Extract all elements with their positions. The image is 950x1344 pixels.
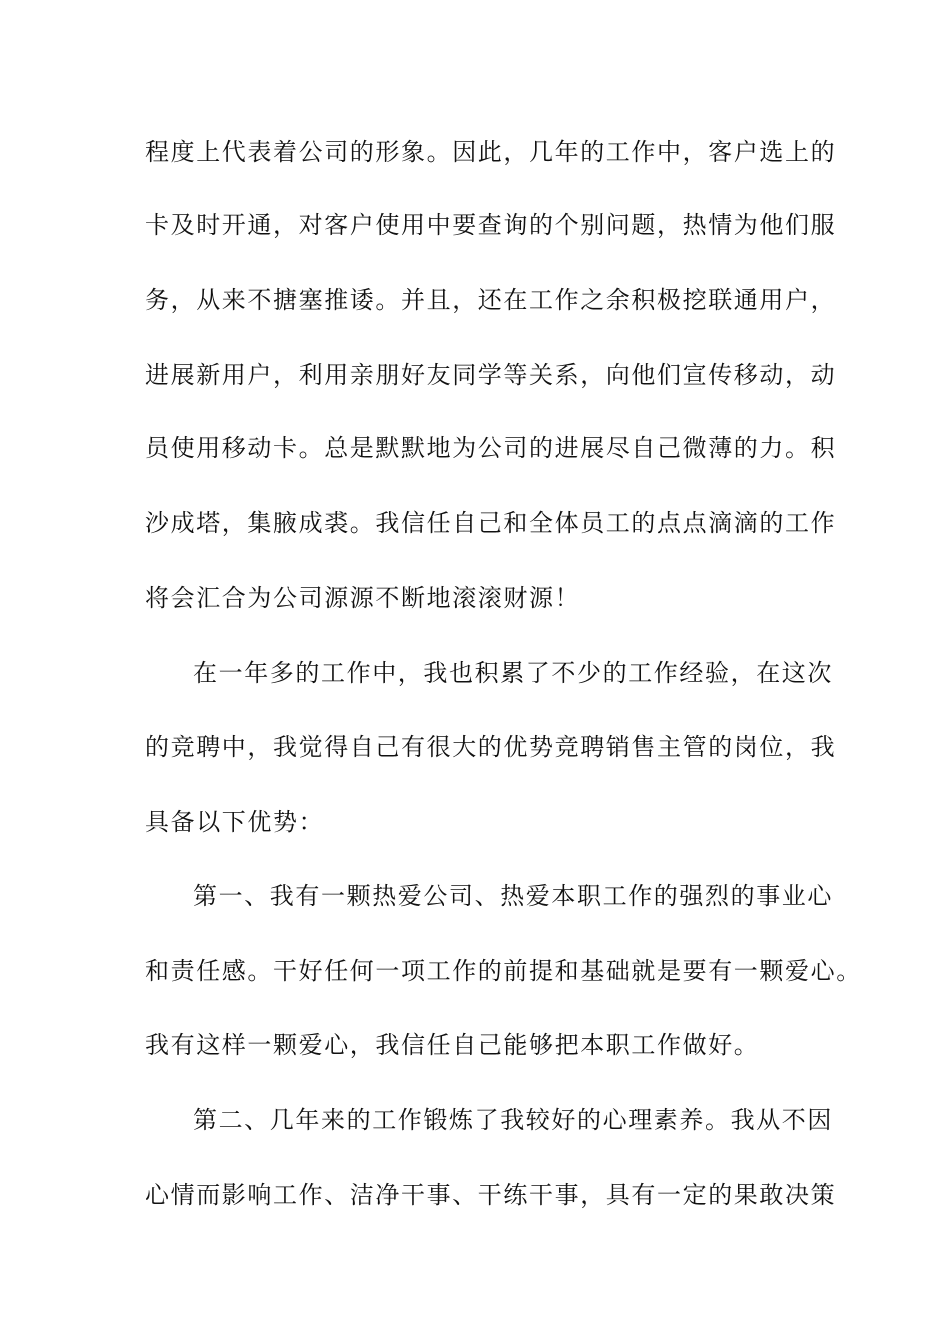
text-line: 程度上代表着公司的形象。因此，几年的工作中，客户选上的 [145, 138, 837, 166]
text-line: 沙成塔，集腋成裘。我信任自己和全体员工的点点滴滴的工作 [145, 509, 837, 537]
paragraph-first-line: 在一年多的工作中，我也积累了不少的工作经验，在这次 [193, 659, 833, 687]
text-line: 的竞聘中，我觉得自己有很大的优势竞聘销售主管的岗位，我 [145, 733, 837, 761]
text-line: 和责任感。干好任何一项工作的前提和基础就是要有一颗爱心。 [145, 957, 862, 985]
text-line: 将会汇合为公司源源不断地滚滚财源！ [145, 584, 581, 612]
text-line: 卡及时开通，对客户使用中要查询的个别问题，热情为他们服 [145, 211, 837, 239]
text-line: 心情而影响工作、洁净干事、干练干事，具有一定的果敢决策 [145, 1181, 837, 1209]
paragraph-first-line: 第二、几年来的工作锻炼了我较好的心理素养。我从不因 [193, 1106, 833, 1134]
text-line: 务，从来不搪塞推诿。并且，还在工作之余积极挖联通用户， [145, 286, 837, 314]
text-line: 进展新用户，利用亲朋好友同学等关系，向他们宣传移动，动 [145, 361, 837, 389]
paragraph-first-line: 第一、我有一颗热爱公司、热爱本职工作的强烈的事业心 [193, 882, 833, 910]
text-line: 员使用移动卡。总是默默地为公司的进展尽自己微薄的力。积 [145, 434, 837, 462]
text-line: 我有这样一颗爱心，我信任自己能够把本职工作做好。 [145, 1031, 760, 1059]
text-line: 具备以下优势： [145, 808, 325, 836]
